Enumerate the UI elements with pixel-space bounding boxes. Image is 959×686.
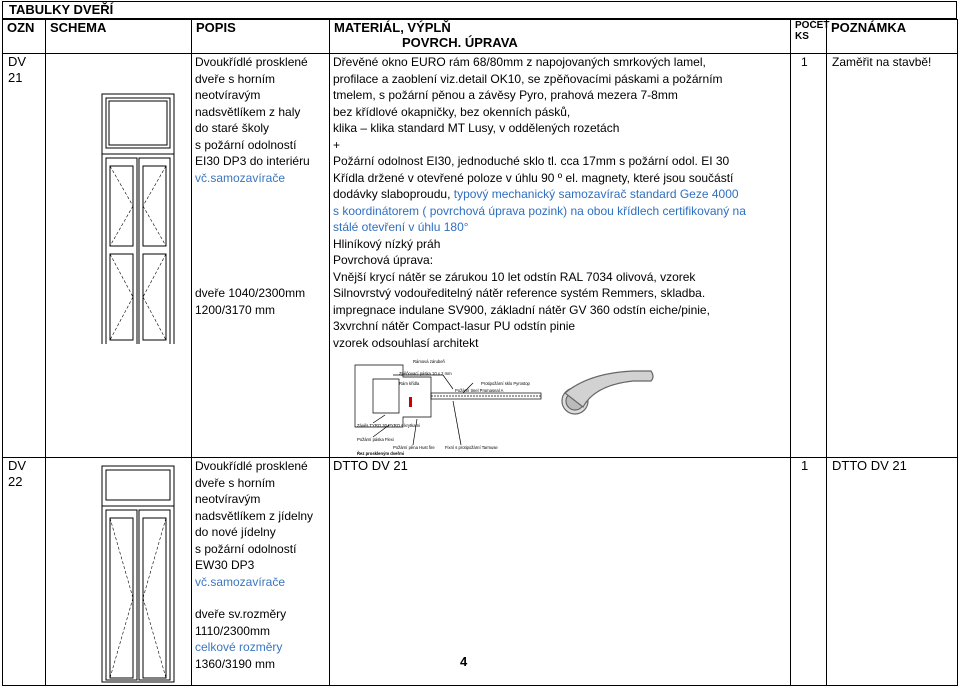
poznamka-cell: DTTO DV 21 bbox=[827, 458, 958, 686]
detail-label: Rámová zárubeň bbox=[413, 359, 445, 364]
detail-label: Rám křídla bbox=[399, 381, 420, 386]
col-material-line2: POVRCH. ÚPRAVA bbox=[402, 35, 518, 50]
detail-section-drawing bbox=[333, 357, 789, 457]
material-line: + bbox=[333, 137, 341, 152]
col-ozn: OZN bbox=[3, 20, 46, 54]
material-closer-text: stálé otevření v úhlu 180° bbox=[333, 220, 469, 234]
material-cell bbox=[330, 458, 791, 686]
material-line-mixed bbox=[333, 186, 790, 203]
popis-closer-note: vč.samozavírače bbox=[195, 170, 286, 185]
material-line: klika – klika standard MT Lusy, v oddělených rozetách bbox=[333, 121, 620, 135]
detail-caption: Řez proskleným dveřmi bbox=[357, 451, 405, 456]
table-row-dv22 bbox=[3, 458, 958, 686]
popis-cell bbox=[192, 458, 330, 686]
popis-line: nadsvětlíkem z jídelny bbox=[195, 508, 314, 523]
popis-line: neotvíravým bbox=[195, 88, 261, 102]
material-line: Hliníkový nízký práh bbox=[333, 236, 441, 251]
col-material-line1: MATERIÁL, VÝPLŇ bbox=[334, 20, 451, 35]
material-line: Požární odolnost EI30, jednoduché sklo tl. cca 17mm s požární odol. EI 30 bbox=[333, 154, 730, 168]
detail-label: Požární tmel Promaseal A bbox=[455, 388, 504, 393]
ozn-cell bbox=[3, 458, 46, 686]
door-schema-drawing bbox=[46, 458, 192, 684]
popis-line: EI30 DP3 do interiéru bbox=[195, 154, 310, 168]
material-text: dodávky slaboproudu, bbox=[333, 187, 454, 201]
popis-line: Dvoukřídlé prosklené bbox=[195, 55, 308, 69]
pocet-cell: 1 bbox=[791, 458, 827, 686]
popis-dims: dveře 1040/2300mm bbox=[195, 286, 306, 300]
material-closer-text: typový mechanický samozavírač standard Geze 4000 bbox=[453, 187, 739, 201]
col-material bbox=[330, 20, 791, 54]
poznamka-cell: Zaměřit na stavbě! bbox=[827, 54, 958, 458]
pocet-cell: 1 bbox=[791, 54, 827, 458]
material-line: 3xvrchní nátěr Compact-lasur PU odstín pinie bbox=[333, 319, 576, 333]
ozn-code: DV bbox=[8, 458, 27, 473]
detail-label: Požární pěna Hust fire bbox=[393, 445, 435, 450]
popis-cell bbox=[192, 54, 330, 458]
col-schema: SCHEMA bbox=[46, 20, 192, 54]
material-line: tmelem, s požární pěnou a závěsy Pyro, prahová mezera 7-8mm bbox=[333, 88, 678, 102]
detail-label: Zpěňovací páska 10 x 2 mm bbox=[399, 371, 452, 376]
col-pocet bbox=[791, 20, 830, 54]
material-line: profilace a zaoblení viz.detail OK10, se zpěňovacími páskami a požárním bbox=[333, 71, 723, 86]
schema-cell bbox=[46, 54, 192, 458]
material-line: Vnější krycí nátěr se zárukou 10 let odstín RAL 7034 olivová, vzorek bbox=[333, 269, 696, 284]
col-pocet-line1: POČET bbox=[795, 20, 830, 31]
popis-closer-note: vč.samozavírače bbox=[195, 574, 286, 589]
material-cell bbox=[330, 54, 791, 458]
material-line: impregnace indulane SV900, základní nátěr GV 360 odstín eiche/pinie, bbox=[333, 302, 710, 317]
popis-line: Dvoukřídlé prosklené bbox=[195, 459, 308, 473]
material-line: Dřevěné okno EURO rám 68/80mm z napojovaných smrkových lamel, bbox=[333, 55, 706, 69]
schema-cell bbox=[46, 458, 192, 686]
material-closer-text: s koordinátorem ( povrchová úprava pozink) na obou křídlech certifikovaný na bbox=[333, 203, 746, 218]
popis-line: EW30 DP3 bbox=[195, 558, 255, 572]
popis-line: dveře s horním bbox=[195, 71, 276, 86]
popis-dims: 1110/2300mm bbox=[195, 623, 270, 638]
door-schema-drawing bbox=[46, 54, 192, 344]
popis-dims: 1200/3170 mm bbox=[195, 302, 276, 317]
material-line: Povrchová úprava: bbox=[333, 253, 434, 267]
col-pocet-line2: KS bbox=[795, 31, 809, 42]
material-dtto: DTTO DV 21 bbox=[333, 458, 408, 473]
doors-table bbox=[2, 19, 958, 686]
popis-dims: dveře sv.rozměry bbox=[195, 607, 287, 621]
col-popis: POPIS bbox=[192, 20, 330, 54]
popis-dims-total: celkové rozměry bbox=[195, 640, 283, 654]
ozn-code: DV bbox=[8, 54, 27, 69]
popis-line: nadsvětlíkem z haly bbox=[195, 104, 301, 119]
popis-line: do staré školy bbox=[195, 121, 270, 135]
col-poznamka: POZNÁMKA bbox=[827, 20, 958, 54]
table-row-dv21 bbox=[3, 54, 958, 458]
ozn-number: 22 bbox=[8, 474, 23, 489]
popis-line: neotvíravým bbox=[195, 492, 261, 506]
popis-line: do nové jídelny bbox=[195, 525, 276, 539]
popis-dims: 1360/3190 mm bbox=[195, 656, 276, 671]
page-number: 4 bbox=[460, 654, 468, 669]
popis-line: s požární odolností bbox=[195, 541, 297, 556]
material-line: bez křídlové okapničky, bez okenních pásků, bbox=[333, 104, 571, 119]
detail-label: Protipožární sklo Pyrostop bbox=[481, 381, 530, 386]
table-header-row bbox=[3, 20, 958, 54]
detail-label: Závěs TYRO 30 PYRO s krytkami bbox=[357, 423, 420, 428]
ozn-number: 21 bbox=[8, 70, 23, 85]
material-line: Křídla držené v otevřené poloze v úhlu 90 º el. magnety, které jsou součástí bbox=[333, 170, 734, 185]
detail-label: Požární páska Flexi bbox=[357, 437, 394, 442]
material-line: Silnovrstvý vodouředitelný nátěr reference systém Remmers, skladba. bbox=[333, 286, 706, 300]
popis-line: s požární odolností bbox=[195, 137, 297, 152]
popis-line: dveře s horním bbox=[195, 475, 276, 490]
detail-label: Fixní s protipožární Tarmuse bbox=[445, 445, 498, 450]
material-line: vzorek odsouhlasí architekt bbox=[333, 335, 479, 350]
table-title: TABULKY DVEŘÍ bbox=[2, 1, 957, 19]
ozn-cell bbox=[3, 54, 46, 458]
